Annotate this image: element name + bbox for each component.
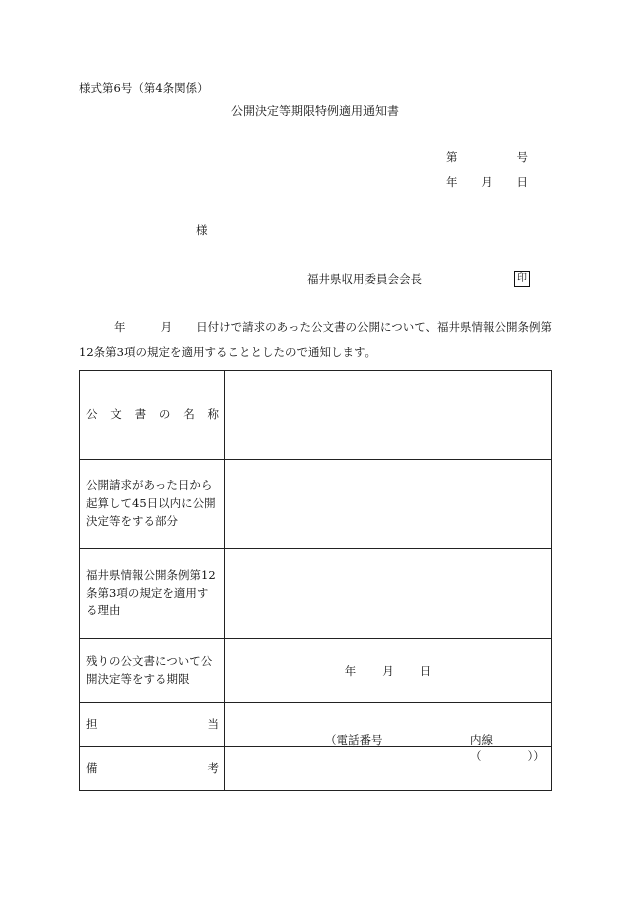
reason-field[interactable]	[225, 549, 552, 639]
document-number	[446, 152, 528, 164]
notification-table	[79, 370, 552, 791]
extension-label: 内線（ ））	[470, 733, 545, 763]
doc-number-prefix: 第	[446, 150, 458, 164]
limit-date-field[interactable]	[225, 639, 552, 703]
issue-date	[446, 177, 528, 189]
limit-date-year: 年	[344, 663, 357, 678]
contact-label-1: 担	[86, 716, 98, 731]
seal-mark: 印	[514, 271, 530, 287]
limit-date-day: 日	[419, 663, 432, 678]
body-line-1	[79, 322, 552, 334]
body-month: 月	[160, 320, 173, 334]
contact-label	[80, 703, 225, 747]
document-name-label: 公文書の名称	[80, 371, 225, 460]
issue-date-month: 月	[481, 175, 493, 189]
addressee-suffix: 様	[196, 223, 208, 237]
table-row	[80, 460, 552, 549]
table-row	[80, 371, 552, 460]
body-text: 日付けで請求のあった公文書の公開について、福井県情報公開条例第	[196, 320, 552, 334]
remarks-label-2: 考	[207, 760, 219, 775]
document-name-field[interactable]	[225, 371, 552, 460]
limit-date-month: 月	[382, 663, 394, 678]
document-title: 公開決定等期限特例適用通知書	[230, 104, 399, 118]
issue-date-day: 日	[516, 175, 528, 189]
doc-number-suffix: 号	[516, 150, 528, 164]
table-row	[80, 639, 552, 703]
contact-label-2: 当	[207, 716, 219, 731]
body-line-2: 12条第3項の規定を適用することとしたので通知します。	[79, 345, 377, 359]
body-year: 年	[114, 320, 126, 334]
remarks-label	[80, 747, 225, 791]
phone-number-label: （電話番号	[325, 733, 383, 747]
issue-date-year: 年	[446, 175, 458, 189]
reason-label: 福井県情報公開条例第12条第3項の規定を適用する理由	[80, 549, 225, 639]
part-field[interactable]	[225, 460, 552, 549]
limit-label: 残りの公文書について公開決定等をする期限	[80, 639, 225, 703]
remarks-label-1: 備	[86, 760, 98, 775]
table-row	[80, 549, 552, 639]
form-number: 様式第6号（第4条関係）	[79, 81, 209, 95]
part-label: 公開請求があった日から起算して45日以内に公開決定等をする部分	[80, 460, 225, 549]
sender-title: 福井県収用委員会会長	[307, 272, 422, 286]
limit-date	[225, 663, 551, 679]
contact-field[interactable]	[225, 703, 552, 763]
table-row	[80, 703, 552, 747]
